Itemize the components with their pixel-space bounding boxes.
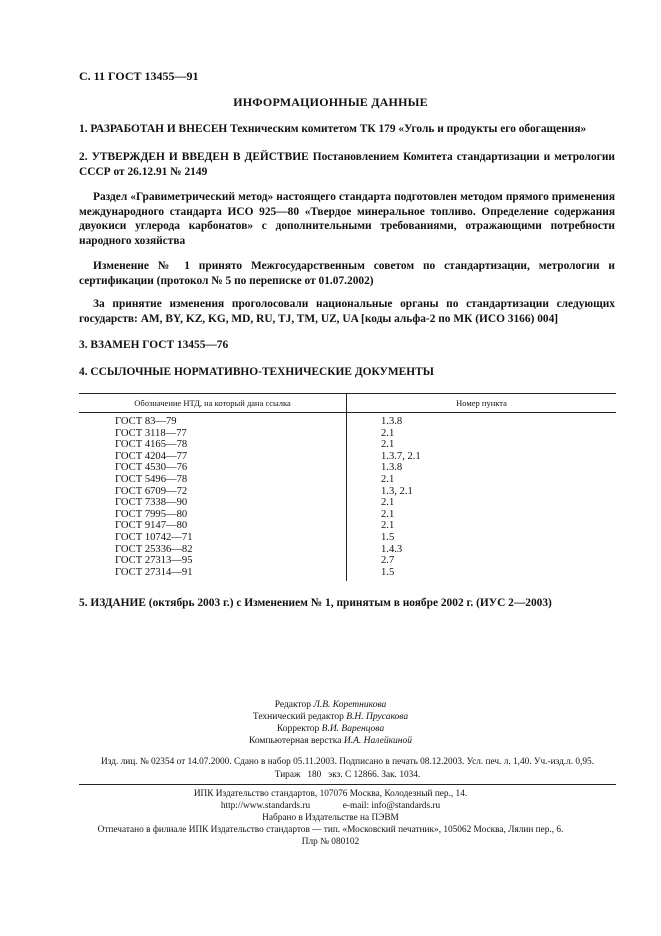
table-row-item: 1.3, 2.1 [381,485,413,497]
publisher-info [0,788,661,848]
layout-name: И.А. Налейкиной [343,736,412,746]
table-row-document: ГОСТ 27314—91 [115,566,193,578]
section-1 [79,122,615,137]
section-3: 3. ВЗАМЕН ГОСТ 13455—76 [79,339,229,351]
credits [0,699,661,747]
tech-editor-label: Технический редактор [252,712,344,722]
table-row-item: 2.1 [381,520,395,532]
table-header-item: Номер пункта [456,398,507,408]
page-title: ИНФОРМАЦИОННЫЕ ДАННЫЕ [233,95,428,109]
table-row-document: ГОСТ 5496—78 [115,473,188,485]
corrector-line [0,723,661,735]
vote-paragraph: За принятие изменения проголосовали национальные органы по стандартизации следующих государств: AM, BY, KZ, KG, MD, RU, TJ, TM, UZ, UA [коды альфа-2 по МК (ИСО 3166) 004] [79,298,615,325]
publisher-line-5: Плр № 080102 [301,837,360,847]
table-row-document: ГОСТ 7338—90 [115,497,188,509]
table-row-document: ГОСТ 10742—71 [115,531,193,543]
editor-label: Редактор [274,700,312,710]
table-row-document: ГОСТ 4165—78 [115,439,188,451]
table-row-item: 1.3.8 [381,462,403,474]
table-row-document: ГОСТ 4530—76 [115,462,188,474]
table-row-item: 2.1 [381,508,395,520]
table-row-document: ГОСТ 83—79 [115,416,177,427]
layout-label: Компьютерная верстка [249,736,342,746]
imprint-line-1: Изд. лиц. № 02354 от 14.07.2000. Сдано в набор 05.11.2003. Подписано в печать 08.12.2003. Усл. печ. л. 1,40. Уч.-изд.л. 0,95. [100,757,595,767]
document-column [79,413,347,581]
table-row-document: ГОСТ 27313—95 [115,555,193,567]
imprint [79,756,616,781]
publisher-line-4: Отпечатано в филиале ИПК Издательство стандартов — тип. «Московский печатник», 105062 Москва, Лялин пер., 6. [97,825,564,835]
section-2-text: Постановлением Комитета стандартизации и метрологии СССР от 26.12.91 № 2149 [79,151,615,178]
change-paragraph: Изменение № 1 принято Межгосударственным советом по стандартизации, метрологии и сертификации (протокол № 5 по переписке от 01.07.2002) [79,260,615,287]
references-table [79,393,616,581]
table-row-item: 1.3.8 [381,416,403,427]
table-body [79,413,616,581]
table-row-document: ГОСТ 9147—80 [115,520,188,532]
item-column [347,413,616,581]
page-header: С. 11 ГОСТ 13455—91 [79,69,199,83]
table-row-item: 2.1 [381,497,395,509]
editor-line [0,699,661,711]
section-1-text: Техническим комитетом ТК 179 «Уголь и продукты его обогащения» [230,123,587,135]
table-row-item: 1.3.7, 2.1 [381,450,421,462]
layout-line [0,735,661,747]
table-row-document: ГОСТ 3118—77 [115,427,187,439]
section-2 [79,150,615,179]
section-2-label: 2. УТВЕРЖДЕН И ВВЕДЕН В ДЕЙСТВИЕ [79,151,309,163]
table-row-item: 2.7 [381,555,395,567]
table-row-item: 2.1 [381,473,395,485]
publisher-line-1: ИПК Издательство стандартов, 107076 Москва, Колодезный пер., 14. [193,789,468,799]
table-row-document: ГОСТ 25336—82 [115,543,193,555]
table-row-item: 1.5 [381,531,395,543]
imprint-line-2: Тираж 180 экз. С 12866. Зак. 1034. [274,769,421,780]
table-row-item: 1.4.3 [381,543,403,555]
section-5: 5. ИЗДАНИЕ (октябрь 2003 г.) с Изменением № 1, принятым в ноябре 2002 г. (ИУС 2—2003) [79,597,552,609]
publisher-line-3: Набрано в Издательстве на ПЭВМ [262,813,399,823]
table-header [79,394,616,413]
divider [79,784,616,785]
section-1-label: 1. РАЗРАБОТАН И ВНЕСЕН [79,123,228,135]
table-row-document: ГОСТ 4204—77 [115,450,188,462]
publisher-contacts [0,800,661,812]
table-row-item: 2.1 [381,427,395,439]
section-4: 4. ССЫЛОЧНЫЕ НОРМАТИВНО-ТЕХНИЧЕСКИЕ ДОКУМЕНТЫ [79,366,434,378]
table-row-document: ГОСТ 6709—72 [115,485,188,497]
table-row-document: ГОСТ 7995—80 [115,508,188,520]
corrector-label: Корректор [276,724,320,734]
publisher-email[interactable]: e-mail: info@standards.ru [342,801,441,811]
corrector-name: В.И. Варенцова [321,724,385,734]
tech-editor-line [0,711,661,723]
method-paragraph: Раздел «Гравиметрический метод» настоящего стандарта подготовлен методом прямого применения международного стандарта ИСО 925—80 «Твердое минеральное топливо. Определение содержания двуокиси углерода карбонатов» с дополнительными требованиями, отражающими потребности народного хозяйства [79,191,615,247]
editor-name: Л.В. Коретникова [313,700,387,710]
table-row-item: 1.5 [381,566,395,578]
tech-editor-name: В.Н. Прусакова [346,712,409,722]
table-header-document: Обозначение НТД, на который дана ссылка [79,394,347,412]
table-row-item: 2.1 [381,439,395,451]
publisher-website[interactable]: http://www.standards.ru [220,801,311,811]
